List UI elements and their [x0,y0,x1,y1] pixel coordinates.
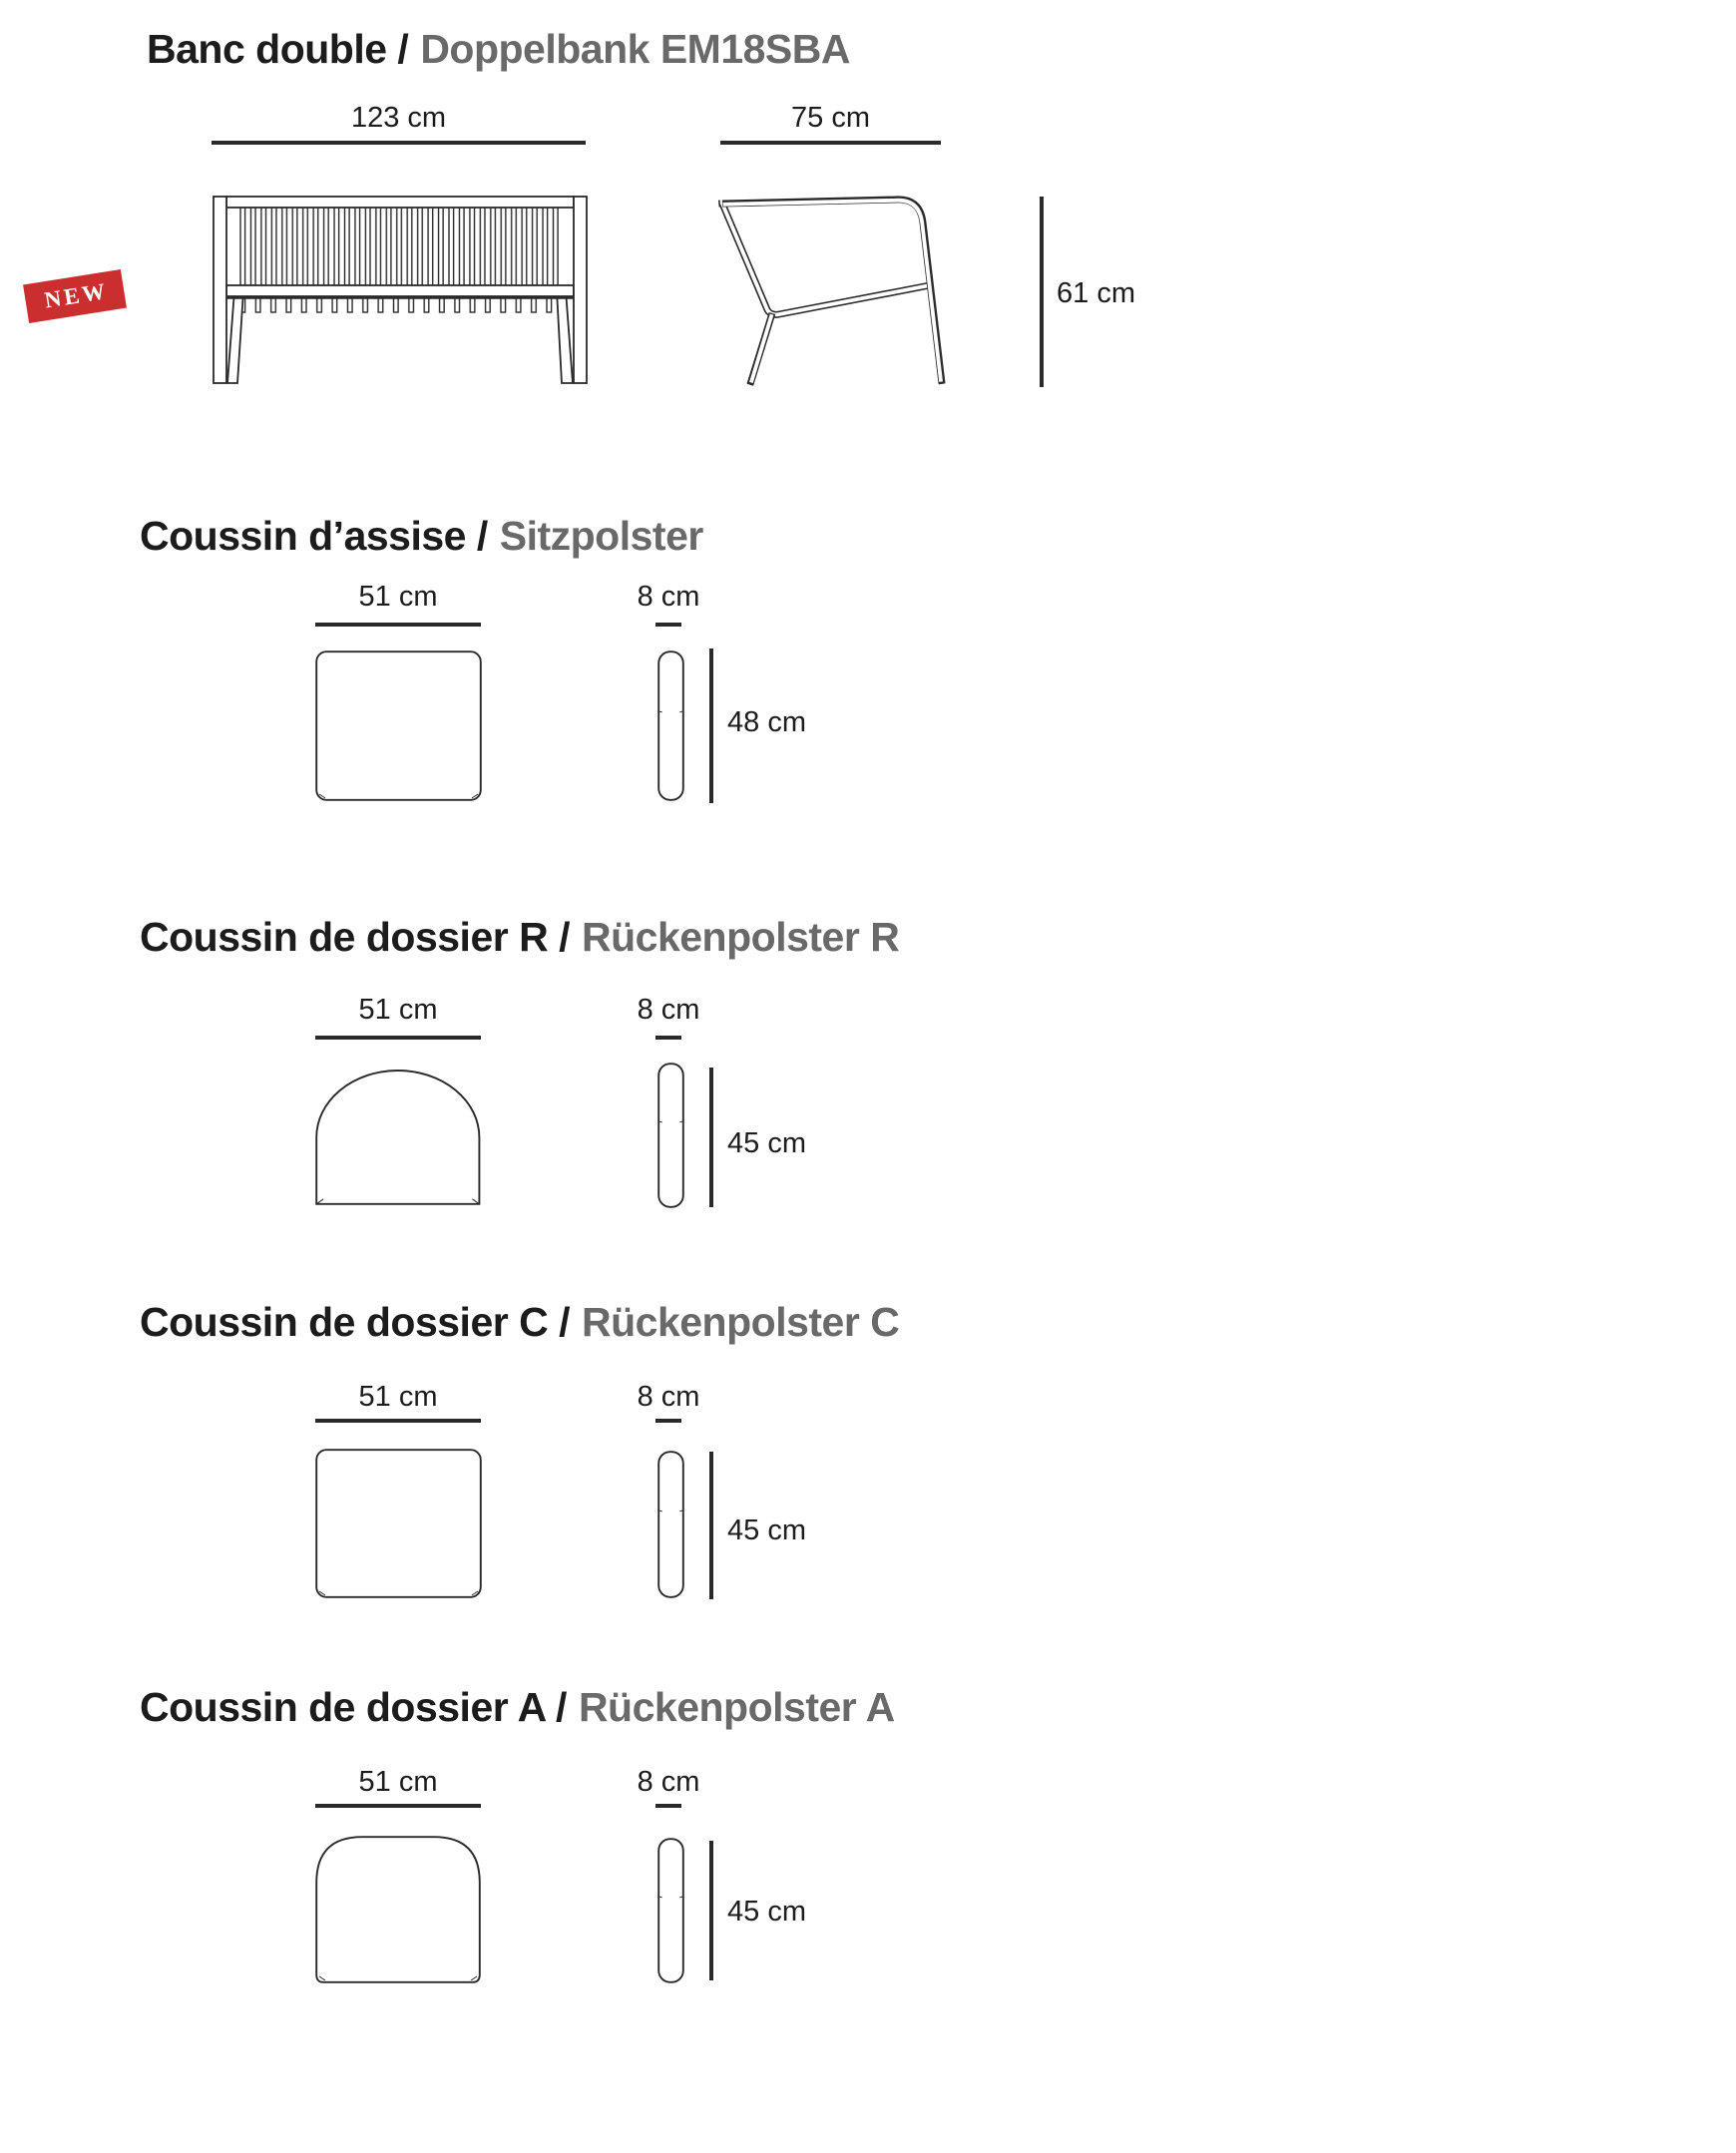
page-title-de: Doppelbank EM18SBA [420,26,851,72]
bench-front-width-dimension-line [212,141,586,145]
back-cushion-r-top-view [315,1060,481,1205]
cushion-thickness-label: 8 cm [637,1381,700,1413]
top-rail [226,197,574,208]
cushion-width-label: 51 cm [358,1381,438,1413]
new-badge-label: NEW [42,277,110,313]
right-post [574,197,587,383]
section-title-de: Rückenpolster R [582,914,900,960]
cushion-width-label: 51 cm [358,994,438,1026]
cushion-width-dimension-line [315,1036,481,1040]
cushion-thickness-dimension-line [655,1804,681,1808]
seat-cushion-side-view [657,650,684,801]
tube-end-caps [719,201,946,385]
cushion-depth-dimension-line [709,1068,713,1207]
section-title-de: Rückenpolster C [582,1299,900,1345]
cushion-thickness-dimension-line [655,1419,681,1423]
section-title-de: Rückenpolster A [578,1684,895,1730]
bench-height-dimension-line [1040,197,1044,387]
front-left-leg [227,290,243,383]
cushion-depth-label: 45 cm [727,1514,806,1546]
section-title-seat-cushion [140,513,703,560]
back-cushion-a-top-view [315,1836,481,1983]
backrest-and-seat-tube [722,204,930,314]
back-cushion-c-top-view [315,1449,482,1598]
section-title-de: Sitzpolster [499,513,703,559]
section-title-back-cushion-a [140,1684,895,1731]
bench-front-width-label: 123 cm [350,102,447,134]
section-title-back-cushion-r [140,914,899,961]
section-title-back-cushion-c [140,1299,899,1346]
bench-side-view-drawing [714,196,946,387]
bench-height-label: 61 cm [1057,277,1135,309]
section-title-fr: Coussin d’assise / [140,513,488,559]
page-title-fr: Banc double / [147,26,409,72]
seat-rail [226,285,574,296]
cushion-width-dimension-line [315,1804,481,1808]
cushion-depth-dimension-line [709,1841,713,1980]
front-right-leg [557,290,573,383]
cushion-width-label: 51 cm [358,1766,438,1798]
back-cushion-c-side-view [657,1451,684,1598]
seat-cushion-top-view [315,650,482,801]
left-post [214,197,226,383]
page-title [147,26,850,73]
cushion-thickness-label: 8 cm [637,581,700,613]
bench-side-width-label: 75 cm [791,102,870,134]
cushion-thickness-dimension-line [655,623,681,627]
cushion-depth-label: 48 cm [727,706,806,738]
cushion-depth-label: 45 cm [727,1127,806,1159]
new-badge [24,270,127,323]
cushion-width-dimension-line [315,1419,481,1423]
backrest-slats [239,206,561,287]
cushion-depth-dimension-line [709,648,713,803]
bench-side-width-dimension-line [720,141,941,145]
bench-front-view-drawing [213,196,588,387]
cushion-depth-label: 45 cm [727,1896,806,1928]
cushion-thickness-dimension-line [655,1036,681,1040]
cushion-thickness-label: 8 cm [637,994,700,1026]
cushion-depth-dimension-line [709,1452,713,1599]
back-cushion-a-side-view [657,1838,684,1983]
cushion-thickness-label: 8 cm [637,1766,700,1798]
section-title-fr: Coussin de dossier A / [140,1684,567,1730]
section-title-fr: Coussin de dossier C / [140,1299,570,1345]
back-cushion-r-side-view [657,1063,684,1208]
cushion-width-label: 51 cm [358,581,438,613]
section-title-fr: Coussin de dossier R / [140,914,570,960]
cushion-width-dimension-line [315,623,481,627]
